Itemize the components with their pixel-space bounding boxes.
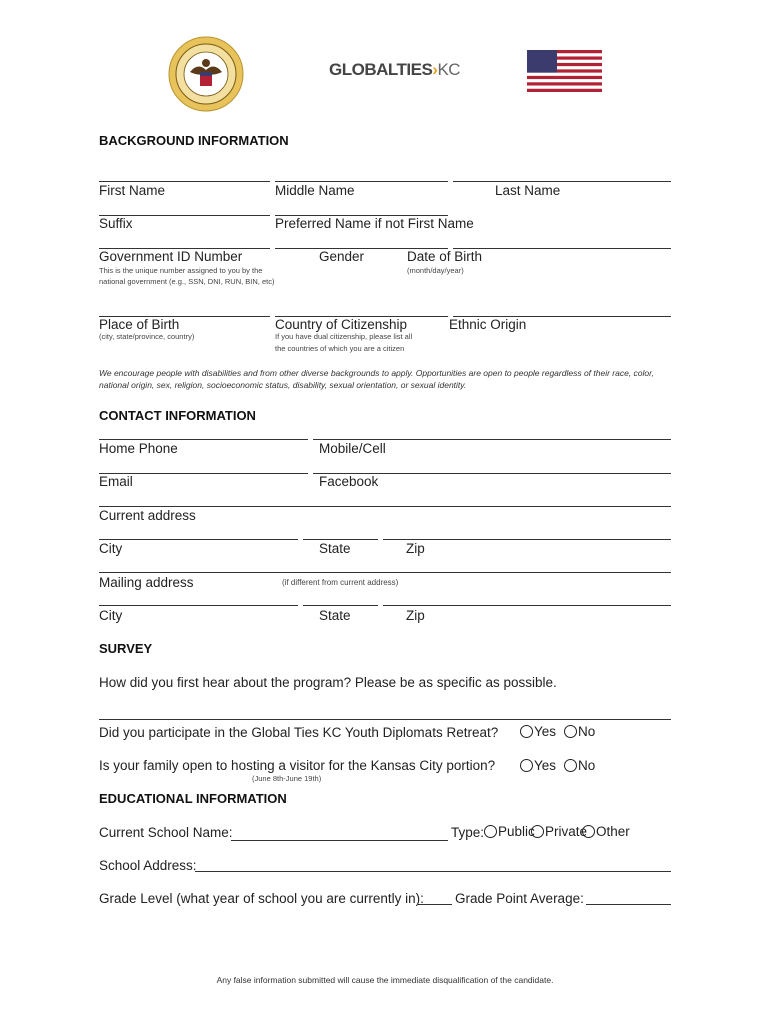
dob-line[interactable] bbox=[453, 248, 671, 249]
gov-id-label: Government ID Number bbox=[99, 249, 243, 264]
disqualification-notice: Any false information submitted will cause the immediate disqualification of the candidate. bbox=[216, 975, 554, 985]
city2-label: City bbox=[99, 608, 123, 623]
type-label: Type: bbox=[451, 825, 485, 840]
mobile-label: Mobile/Cell bbox=[319, 441, 386, 456]
citizenship-hint-1: If you have dual citizenship, please list all bbox=[275, 332, 413, 341]
state2-label: State bbox=[319, 608, 351, 623]
mailing-address-line[interactable] bbox=[99, 572, 671, 573]
email-label: Email bbox=[99, 474, 133, 489]
home-phone-label: Home Phone bbox=[99, 441, 178, 456]
gpa-line[interactable] bbox=[586, 904, 671, 905]
dob-hint: (month/day/year) bbox=[407, 266, 464, 275]
q3-no-radio[interactable] bbox=[564, 759, 577, 772]
suffix-label: Suffix bbox=[99, 216, 133, 231]
city-label: City bbox=[99, 541, 123, 556]
school-name-label: Current School Name: bbox=[99, 825, 233, 840]
mailing-hint: (if different from current address) bbox=[282, 578, 399, 587]
mailing-address-label: Mailing address bbox=[99, 575, 194, 590]
city2-line[interactable] bbox=[99, 605, 298, 606]
type-public-option[interactable] bbox=[484, 824, 535, 839]
q3-yes-radio[interactable] bbox=[520, 759, 533, 772]
type-other-option[interactable] bbox=[582, 824, 630, 839]
q2-yes-label: Yes bbox=[534, 724, 557, 739]
survey-q1: How did you first hear about the program? Please be as specific as possible. bbox=[99, 675, 557, 690]
mobile-line[interactable] bbox=[313, 439, 671, 440]
middle-name-line[interactable] bbox=[275, 181, 448, 182]
q3-yes-label: Yes bbox=[534, 758, 557, 773]
zip-line[interactable] bbox=[383, 539, 671, 540]
first-name-line[interactable] bbox=[99, 181, 270, 182]
globalties-kc-logo bbox=[329, 60, 460, 80]
preferred-name-label: Preferred Name if not First Name bbox=[275, 216, 474, 231]
state-line[interactable] bbox=[303, 539, 378, 540]
home-phone-line[interactable] bbox=[99, 439, 308, 440]
gov-id-hint-1: This is the unique number assigned to you by the bbox=[99, 266, 263, 275]
pob-hint: (city, state/province, country) bbox=[99, 332, 195, 341]
type-private-option[interactable] bbox=[531, 824, 587, 839]
pob-label: Place of Birth bbox=[99, 317, 180, 332]
q2-no-radio[interactable] bbox=[564, 725, 577, 738]
citizenship-label: Country of Citizenship bbox=[275, 317, 408, 332]
other-label: Other bbox=[596, 824, 630, 839]
facebook-label: Facebook bbox=[319, 474, 379, 489]
other-radio[interactable] bbox=[582, 825, 595, 838]
current-address-label: Current address bbox=[99, 508, 196, 523]
school-address-label: School Address: bbox=[99, 858, 197, 873]
citizenship-hint-2: the countries of which you are a citizen bbox=[275, 344, 405, 353]
city-line[interactable] bbox=[99, 539, 298, 540]
logo-text-light: KC bbox=[437, 60, 461, 79]
gender-label: Gender bbox=[319, 249, 365, 264]
q3-no-option[interactable] bbox=[564, 758, 595, 773]
dept-of-state-seal-icon bbox=[168, 36, 244, 112]
survey-q3: Is your family open to hosting a visitor for the Kansas City portion? bbox=[99, 758, 496, 773]
zip2-line[interactable] bbox=[383, 605, 671, 606]
ethnic-origin-label: Ethnic Origin bbox=[449, 317, 527, 332]
us-flag-icon bbox=[527, 50, 602, 92]
private-label: Private bbox=[545, 824, 588, 839]
public-label: Public bbox=[498, 824, 535, 839]
diversity-notice: We encourage people with disabilities and from other diverse backgrounds to apply. Opportunities are open to people regardless of their race, color, national origin, sex, religion, socioeconomic status, disability, sexual orientation, or sexual identity. bbox=[99, 368, 654, 390]
school-name-line[interactable] bbox=[231, 840, 448, 841]
contact-heading: CONTACT INFORMATION bbox=[99, 408, 256, 423]
gov-id-hint-2: national government (e.g., SSN, DNI, RUN, BIN, etc) bbox=[99, 277, 275, 286]
public-radio[interactable] bbox=[484, 825, 497, 838]
last-name-line[interactable] bbox=[453, 181, 671, 182]
survey-heading: SURVEY bbox=[99, 641, 153, 656]
survey-q3-hint: (June 8th-June 19th) bbox=[252, 774, 322, 783]
middle-name-label: Middle Name bbox=[275, 183, 355, 198]
q2-no-option[interactable] bbox=[564, 724, 595, 739]
q3-yes-option[interactable] bbox=[520, 758, 556, 773]
grade-level-line[interactable] bbox=[418, 904, 452, 905]
q2-yes-option[interactable] bbox=[520, 724, 556, 739]
gpa-label: Grade Point Average: bbox=[455, 891, 584, 906]
private-radio[interactable] bbox=[531, 825, 544, 838]
survey-q2: Did you participate in the Global Ties KC Youth Diplomats Retreat? bbox=[99, 725, 499, 740]
logo-text-bold: GLOBALTIES bbox=[329, 60, 433, 79]
state-label: State bbox=[319, 541, 351, 556]
state2-line[interactable] bbox=[303, 605, 378, 606]
first-name-label: First Name bbox=[99, 183, 166, 198]
zip2-label: Zip bbox=[406, 608, 425, 623]
survey-q1-line[interactable] bbox=[99, 719, 671, 720]
chevron-icon: › bbox=[432, 60, 438, 79]
last-name-label: Last Name bbox=[495, 183, 561, 198]
q2-yes-radio[interactable] bbox=[520, 725, 533, 738]
q2-no-label: No bbox=[578, 724, 596, 739]
grade-level-label: Grade Level (what year of school you are currently in): bbox=[99, 891, 424, 906]
zip-label: Zip bbox=[406, 541, 425, 556]
q3-no-label: No bbox=[578, 758, 596, 773]
current-address-line[interactable] bbox=[99, 506, 671, 507]
background-heading: BACKGROUND INFORMATION bbox=[99, 133, 289, 148]
education-heading: EDUCATIONAL INFORMATION bbox=[99, 791, 287, 806]
dob-label: Date of Birth bbox=[407, 249, 483, 264]
school-address-line[interactable] bbox=[195, 871, 671, 872]
